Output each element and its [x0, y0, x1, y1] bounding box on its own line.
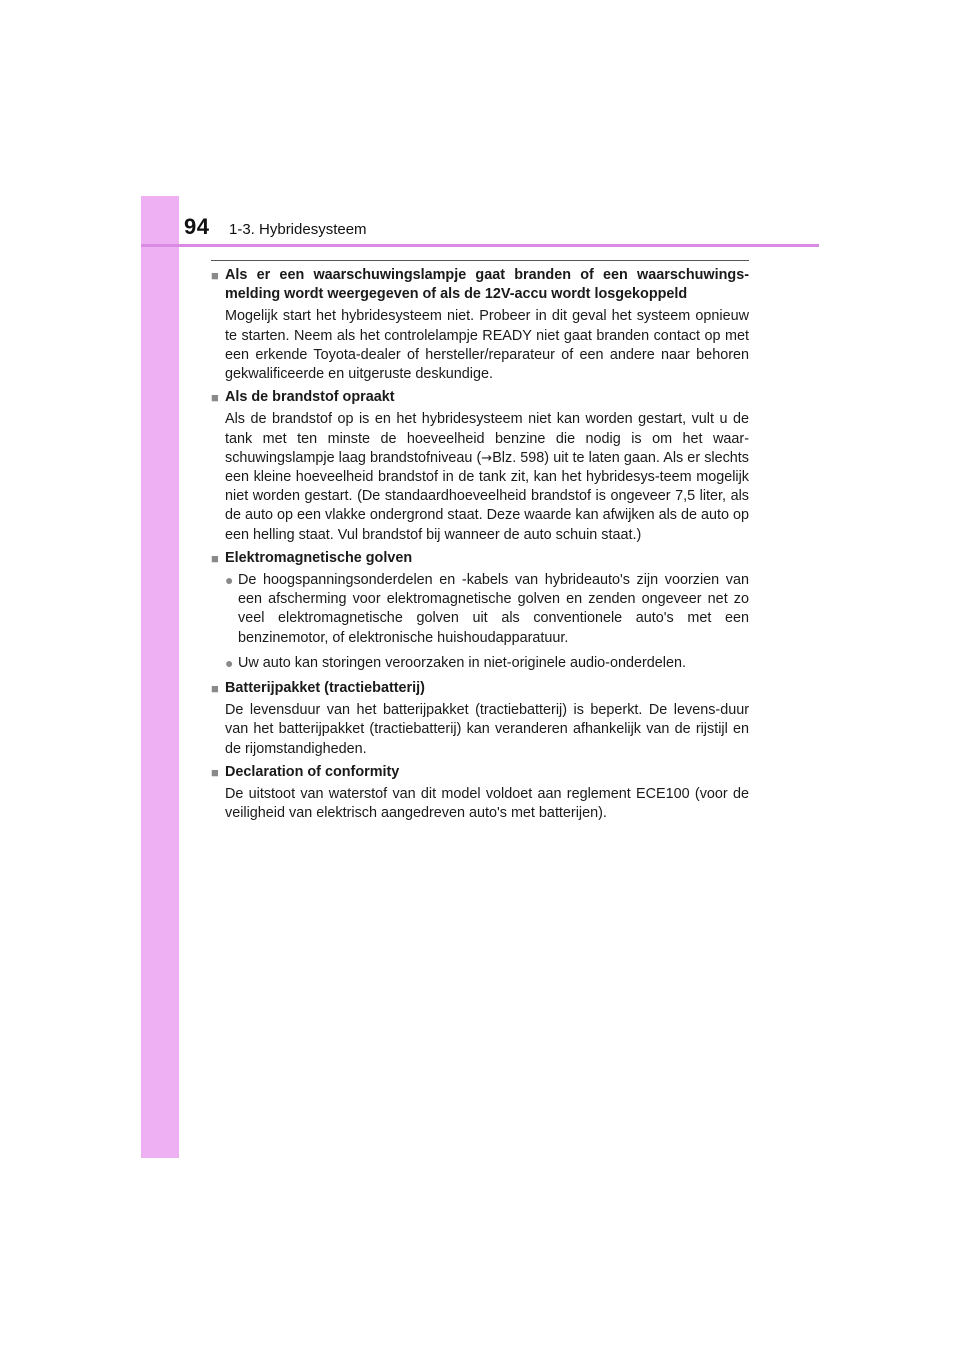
section-fuel-empty — [211, 388, 749, 545]
section-heading — [211, 679, 749, 698]
list-item — [225, 571, 749, 648]
square-bullet-icon: ■ — [211, 268, 219, 283]
body-text: Blz. 598) uit te laten gaan. Als er slechts een kleine hoeveelheid brandstof in de tank zit, kan het hybridesys-teem mogelijk niet worden gestart. (De standaardhoeveelheid brandstof is ongeveer 7,5 liter, als de auto op een vlakke ondergrond staat. Deze waarde kan afwijken als de auto op een helling staat. Vul brandstof bij wanneer de auto schuin staat.) — [225, 449, 750, 543]
square-bullet-icon: ■ — [211, 390, 219, 406]
square-bullet-icon: ■ — [211, 550, 219, 566]
page-number: 94 — [184, 214, 210, 239]
list-item-text: De hoogspanningsonderdelen en -kabels van hybrideauto's zijn voorzien van een afscherming voor elektromagnetische golven en zenden ongeveer net zo veel elektromagnetische golven uit als conventionele auto's met een benzinemotor, of elektronische huishoudapparatuur. — [238, 572, 749, 646]
section-heading — [211, 388, 749, 407]
section-body: De levensduur van het batterijpakket (tractiebatterij) is beperkt. De levens-duur van het batterijpakket (tractiebatterij) kan veranderen afhankelijk van de rijstijl en de rijomstandigheden. — [225, 702, 749, 757]
arrow-right-icon: → — [481, 450, 493, 466]
section-title: Batterijpakket (tractiebatterij) — [225, 680, 425, 697]
section-electromagnetic-waves — [211, 549, 749, 673]
square-bullet-icon: ■ — [211, 681, 219, 697]
list-item-text: Uw auto kan storingen veroorzaken in niet-originele audio-onderdelen. — [238, 654, 686, 671]
circle-bullet-icon: ● — [225, 572, 234, 589]
section-body: Mogelijk start het hybridesysteem niet. Probeer in dit geval het systeem opnieuw te starten. Neem als het controlelampje READY niet gaat branden contact op met een erkende Toyota-dealer of hersteller/reparateur of een andere naar behoren gekwalificeerde en uitgeruste deskundige. — [225, 308, 749, 383]
chapter-sidebar-tab — [141, 196, 179, 1158]
list-item — [225, 654, 749, 673]
content-divider — [211, 260, 749, 261]
square-bullet-icon: ■ — [211, 764, 219, 780]
section-title: Als er een waarschuwingslampje gaat branden of een waarschuwings-melding wordt weergegeven of als de 12V-accu wordt losgekoppeld — [225, 267, 749, 303]
section-body — [225, 410, 749, 544]
body-text: Als de brandstof op is en het hybridesysteem niet kan worden gestart, vult u de tank met ten minste de hoeveelheid benzine die nodig is om het waar-schuwingslampje laag brandstofniveau ( — [225, 411, 749, 466]
section-warning-light — [211, 266, 749, 384]
section-title: Als de brandstof opraakt — [225, 389, 395, 406]
page-content — [211, 266, 749, 827]
section-battery-pack — [211, 679, 749, 759]
section-heading — [211, 763, 749, 782]
chapter-title: 1-3. Hybridesysteem — [229, 221, 367, 238]
section-title: Elektromagnetische golven — [225, 549, 413, 566]
header-divider — [141, 244, 819, 247]
section-title: Declaration of conformity — [225, 763, 400, 780]
section-heading — [211, 549, 749, 568]
section-heading — [211, 266, 749, 304]
section-body: De uitstoot van waterstof van dit model voldoet aan reglement ECE100 (voor de veiligheid van elektrisch aangedreven auto's met batterijen). — [225, 786, 749, 822]
section-declaration-of-conformity — [211, 763, 749, 824]
circle-bullet-icon: ● — [225, 654, 234, 671]
